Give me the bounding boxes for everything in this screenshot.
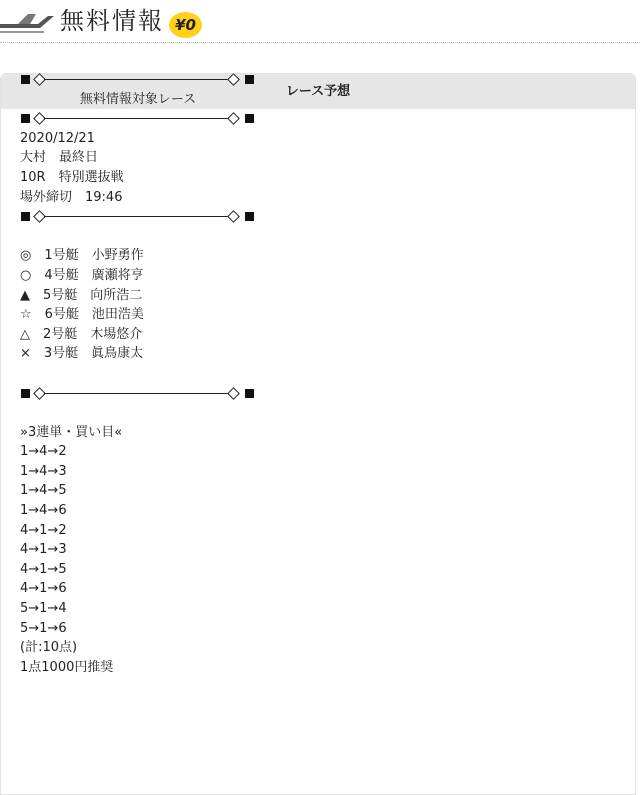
page-header	[0, 0, 640, 44]
bet-line: 1→4→3	[20, 463, 67, 479]
page-title: 無料情報	[60, 7, 164, 35]
bet-line: 5→1→6	[20, 620, 67, 636]
race-venue: 大村 最終日	[20, 150, 99, 166]
pick-line: ○ 4号艇 廣瀬将亨	[20, 267, 144, 283]
race-date: 2020/12/21	[20, 130, 95, 146]
ornament-divider	[20, 384, 256, 404]
panel-title: レース予想	[1, 74, 635, 109]
bet-line: 5→1→4	[20, 601, 67, 617]
ornament-divider	[20, 207, 256, 227]
header-divider	[0, 42, 640, 43]
bet-line: 1→4→6	[20, 503, 67, 519]
race-name: 10R 特別選抜戦	[20, 169, 124, 185]
race-deadline: 場外締切 19:46	[20, 189, 123, 205]
pick-line: ◎ 1号艇 小野勇作	[20, 248, 144, 264]
bet-line: 4→1→3	[20, 542, 67, 558]
bet-line: 1→4→5	[20, 483, 67, 499]
ornament-divider	[20, 70, 256, 90]
boat-icon	[0, 6, 56, 36]
pick-line: ▲ 5号艇 向所浩二	[20, 287, 143, 303]
bet-line: 4→1→2	[20, 522, 67, 538]
bets-total: (計:10点)	[20, 640, 78, 656]
free-badge: ¥0	[169, 12, 202, 38]
prediction-content	[20, 70, 420, 677]
bets-heading: »3連単・買い目«	[20, 424, 123, 440]
bet-line: 1→4→2	[20, 444, 67, 460]
bet-line: 4→1→5	[20, 561, 67, 577]
pick-line: × 3号艇 眞鳥康太	[20, 346, 144, 362]
pick-line: △ 2号艇 木場悠介	[20, 326, 143, 342]
ornament-divider	[20, 109, 256, 129]
target-race-label: 無料情報対象レース	[79, 91, 197, 107]
bet-line: 4→1→6	[20, 581, 67, 597]
bets-stake: 1点1000円推奨	[20, 659, 114, 675]
pick-line: ☆ 6号艇 池田浩美	[20, 307, 144, 323]
